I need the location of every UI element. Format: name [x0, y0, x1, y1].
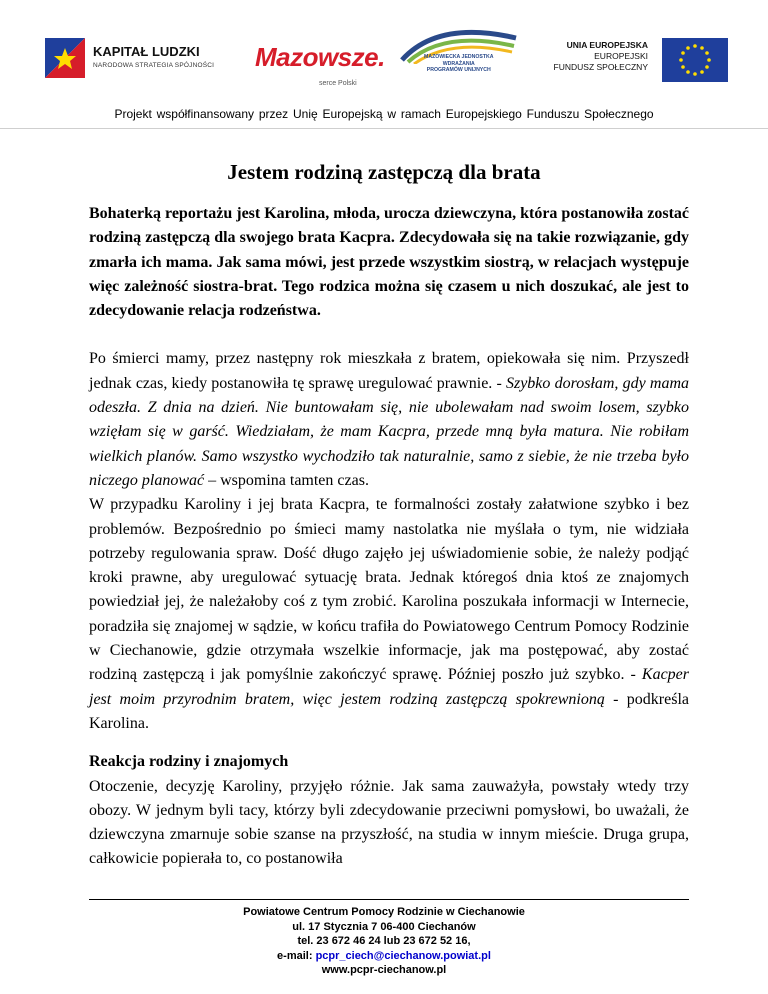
mje-text: [424, 54, 494, 74]
footer-tel: tel. 23 672 46 24 lub 23 672 52 16,: [297, 935, 471, 948]
paragraph-2-text-b: - podkreśla Karolina.: [89, 690, 690, 732]
paragraph-2-text-a: W przypadku Karoliny i jej brata Kacpra, te formalności zostały załatwione szybko i bez problemów. Bezpośrednio po śmieci mamy nastolatka nie myślała o tym, nie widziała potrzeby regulowania spraw. Dość długo zajęło jej uświadomienie sobie, że należy podjąć kroki prawne, aby uregulować sytuację brata. Jednak któregoś dnia ktoś ze znajomych powiedział jej, że należałoby coś z tym zrobić. Karolina poszukała informacji w Internecie, poradziła się znajomej w sądzie, w końcu trafiła do Powiatowego Centrum Pomocy Rodzinie w Ciechanowie, gdzie otrzymała wszelkie informacje, jak ma postępować, aby zostać rodziną zastępczą i jak pomyślnie zakończyć sprawę. Później poszło już szybko.: [89, 496, 689, 684]
footer-address: ul. 17 Stycznia 7 06-400 Ciechanów: [292, 920, 476, 933]
mje-line-1: MAZOWIECKA JEDNOSTKA: [424, 54, 494, 60]
cofinancing-note: Projekt współfinansowany przez Unię Europejską w ramach Europejskiego Funduszu Społecznego: [114, 107, 654, 121]
logo-bar: [0, 14, 768, 100]
eu-line-2: EUROPEJSKI: [594, 51, 648, 61]
section-heading: Reakcja rodziny i znajomych: [89, 753, 289, 771]
footer-org: Powiatowe Centrum Pomocy Rodzinie w Ciechanowie: [243, 906, 525, 918]
eu-flag-icon: [662, 38, 728, 82]
footer-email-link[interactable]: pcpr_ciech@ciechanow.powiat.pl: [315, 949, 491, 962]
mje-line-2: WDRAŻANIA: [442, 60, 475, 67]
page-footer: [0, 905, 768, 978]
eu-line-1: UNIA EUROPEJSKA: [566, 40, 648, 50]
paragraph-1-quote: Szybko dorosłam, gdy mama odeszła. Z dnia na dzień. Nie buntowałam się, nie ubolewałam nad swoim losem, szybko wzięłam się w garść. Wiedziałam, że mam Kacpra, przede mną była matura. Nie robiłam wielkich planów. Samo wszystko wychodziło tak naturalnie, samo z siebie, że nie trzeba było niczego planować: [89, 374, 689, 489]
kapital-ludzki-flag-icon: [45, 38, 85, 78]
header-divider: [0, 128, 768, 129]
paragraph-1-text-a: Po śmierci mamy, przez następny rok mieszkała z bratem, opiekowała się nim. Przyszedł jednak czas, kiedy postanowiła tę sprawę uregulować prawnie. -: [89, 350, 689, 392]
eu-line-3: FUNDUSZ SPOŁECZNY: [553, 62, 648, 72]
footer-email-line: [0, 949, 768, 964]
paragraph-1: [89, 347, 689, 493]
paragraph-3: Otoczenie, decyzję Karoliny, przyjęło różnie. Jak sama zauważyła, powstały wtedy trzy obozy. W jednym byli tacy, którzy byli zdecydowanie przeciwni pomysłowi, bo uważali, że dziewczyna zmarnuje sobie szanse na przyszłość, na studia w innym mieście. Druga grupa, całkowicie popierała to, co postanowiła: [89, 777, 689, 868]
footer-www[interactable]: www.pcpr-ciechanow.pl: [321, 964, 447, 977]
eu-logo: [548, 32, 728, 92]
mje-line-3: PROGRAMÓW UNIJNYCH: [426, 67, 491, 74]
mazowsze-tagline: serce Polski: [319, 80, 357, 87]
article-body: [89, 202, 689, 872]
kapital-ludzki-logo: [45, 36, 225, 86]
page-title: Jestem rodziną zastępczą dla brata: [227, 160, 541, 184]
mazowsze-wordmark: Mazowsze.: [255, 42, 385, 72]
eu-text: [554, 40, 648, 73]
mazowsze-logo: [255, 36, 385, 96]
paragraph-1-text-b: – wspomina tamten czas.: [204, 471, 369, 489]
kapital-ludzki-title: KAPITAŁ LUDZKI: [93, 44, 200, 59]
footer-email-label: e-mail:: [277, 949, 316, 962]
footer-divider: [89, 899, 689, 900]
kapital-ludzki-subtitle: NARODOWA STRATEGIA SPÓJNOŚCI: [93, 62, 215, 69]
mje-logo: [398, 24, 520, 96]
paragraph-2: [89, 493, 689, 736]
lead-paragraph: Bohaterką reportażu jest Karolina, młoda, urocza dziewczyna, która postanowiła zostać rodziną zastępczą dla swojego brata Kacpra. Zdecydowała się na takie rozwiązanie, gdy zmarła ich mama. Jak sama mówi, jest przede wszystkim siostrą, w relacjach występuje więc zależność siostra-brat. Tego rodzica można się czasem u nich doszukać, ale jest to zdecydowanie relacja rodzeństwa.: [89, 205, 689, 320]
paragraph-2-quote: - Kacper jest moim przyrodnim bratem, więc jestem rodziną zastępczą spokrewnioną: [89, 666, 689, 708]
